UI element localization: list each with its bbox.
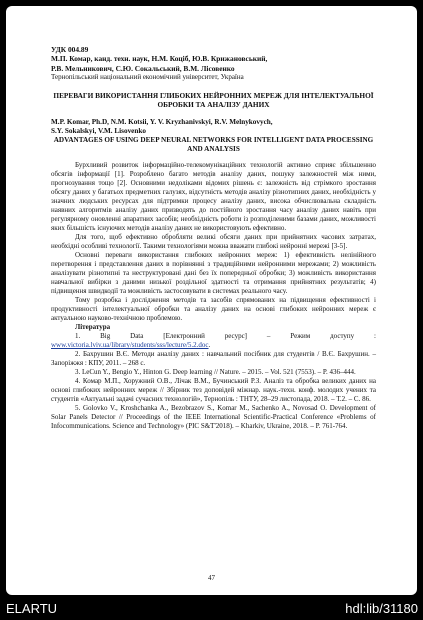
title-ua: ПЕРЕВАГИ ВИКОРИСТАННЯ ГЛИБОКИХ НЕЙРОННИХ МЕРЕЖ ДЛЯ ІНТЕЛЕКТУАЛЬНОЇ ОБРОБКИ ТА АНАЛІЗУ ДАНИХ [53,91,374,110]
authors-en-line1: M.P. Komar, Ph.D, N.M. Kotsii, Y. V. Kryzhanivskyi, R.V. Melnykovych, [51,118,273,127]
reference-item: 2. Бахрушин В.Є. Методи аналізу даних : навчальний посібник для студентів / В.Є. Бахрушин. – Запоріжжя : КПУ, 2011. – 268 с. [51,350,376,368]
reference-item: 3. LeCun Y., Bengio Y., Hinton G. Deep learning // Nature. – 2015. – Vol. 521 (7553). – P. 436–444. [75,368,356,377]
references-heading: Література [75,323,111,332]
reference-text-end: . [208,341,211,350]
title-en: ADVANTAGES OF USING DEEP NEURAL NETWORKS FOR INTELLIGENT DATA PROCESSING AND ANALYSIS [53,136,374,153]
authors-ua-line2: Р.В. Мельникович, С.Ю. Сокальський, В.М. Лісовенко [51,63,235,73]
reference-item [51,332,376,350]
repository-name: ELARTU [6,601,58,616]
paragraph: Для того, щоб ефективно обробляти великі обсяги даних при прийнятних часових затратах, необхідні особливі технології. Такими технологіями можна вважати глибокі нейронні мережі [3-5]. [51,233,376,251]
authors-en-line2: S.Y. Sokalskyi, V.M. Lisovenko [51,127,146,136]
article-body [51,45,376,431]
paragraph: Основні переваги використання глибоких нейронних мереж: 1) ефективність нелінійного перетворення і представлення даних в порівнянні з традиційними нейронними мережами; 2) можливість аналізувати різнотипні та неструктуровані дані без їх попередньої обробки; 3) можливість використання навчальної вибірки з даними низької роздільної здатності та отримання прийнятних результатів; 4) підвищення швидкодії та можливість застосовувати в системах реального часу. [51,251,376,296]
paragraph: Бурхливий розвиток інформаційно-телекомунікаційних технологій активно сприяє збільшенню обсягів інформації [1]. Розроблено багато методів аналізу даних, пошуку залежностей між ними, прогнозування тощо [2]. Основними недоліками відомих рішень є: залежність від стрімкого зростання обсягу даних у багатьох предметних галузях, відсутність методів аналізу різнотипних даних, необхідність у значних людських ресурсах для підтримки процесу аналізу даних, висока обчислювальна складність наявних алгоритмів аналізу даних призводять до постійного зростання часу аналізу даних навіть при регулярному оновленні апаратних засобів; необхідність роботи із розподіленими базами даних, можливості яких більшість існуючих методів аналізу даних не використовують ефективно. [51,161,376,233]
affiliation: Тернопільський національний економічний університет, Україна [51,73,244,82]
reference-item: 4. Комар М.П., Хоружний О.В., Лічак В.М., Бучинський Р.З. Аналіз та обробка великих даних на основі глибоких нейронних мереж // Збірник тез доповідей міжнар. наук.-техн. конф. молодих учених та студентів «Актуальні задачі сучасних технологій», Тернопіль : ТНТУ, 28–29 листопада, 2018. – Т.2. – С. 86. [51,377,376,404]
reference-text: 1. Big Data [Електронний ресурс] – Режим доступу : [75,332,376,341]
page-number: 47 [208,574,215,582]
document-page [6,6,417,595]
reference-item: 5. Golovko V., Kroshchanka A., Bezobrazov S., Komar M., Sachenko A., Novosad O. Development of Solar Panels Detector // Proceedings of the IEEE International Scientific-Practical Conference «Problems of Infocommunications. Science and Technology» (PIC S&T'2018). – Kharkiv, Ukraine, 2018. – P. 761-764. [51,404,376,431]
udk-code: УДК 004.89 [51,45,89,54]
authors-ua-line1: М.П. Комар, канд. техн. наук, Н.М. Коціб, Ю.В. Крижановський, [51,54,268,64]
reference-link[interactable]: www.victoria.lviv.ua/library/students/sss/lecture/5.2.doc [51,341,209,350]
handle-id: hdl:lib/31180 [345,601,418,616]
repository-footer [0,595,423,620]
paragraph: Тому розробка і дослідження методів та засобів спрямованих на підвищення ефективності і продуктивності інтелектуальної обробки та аналізу даних на основі глибоких нейронних мереж є актуальною науково-технічною проблемою. [51,296,376,323]
